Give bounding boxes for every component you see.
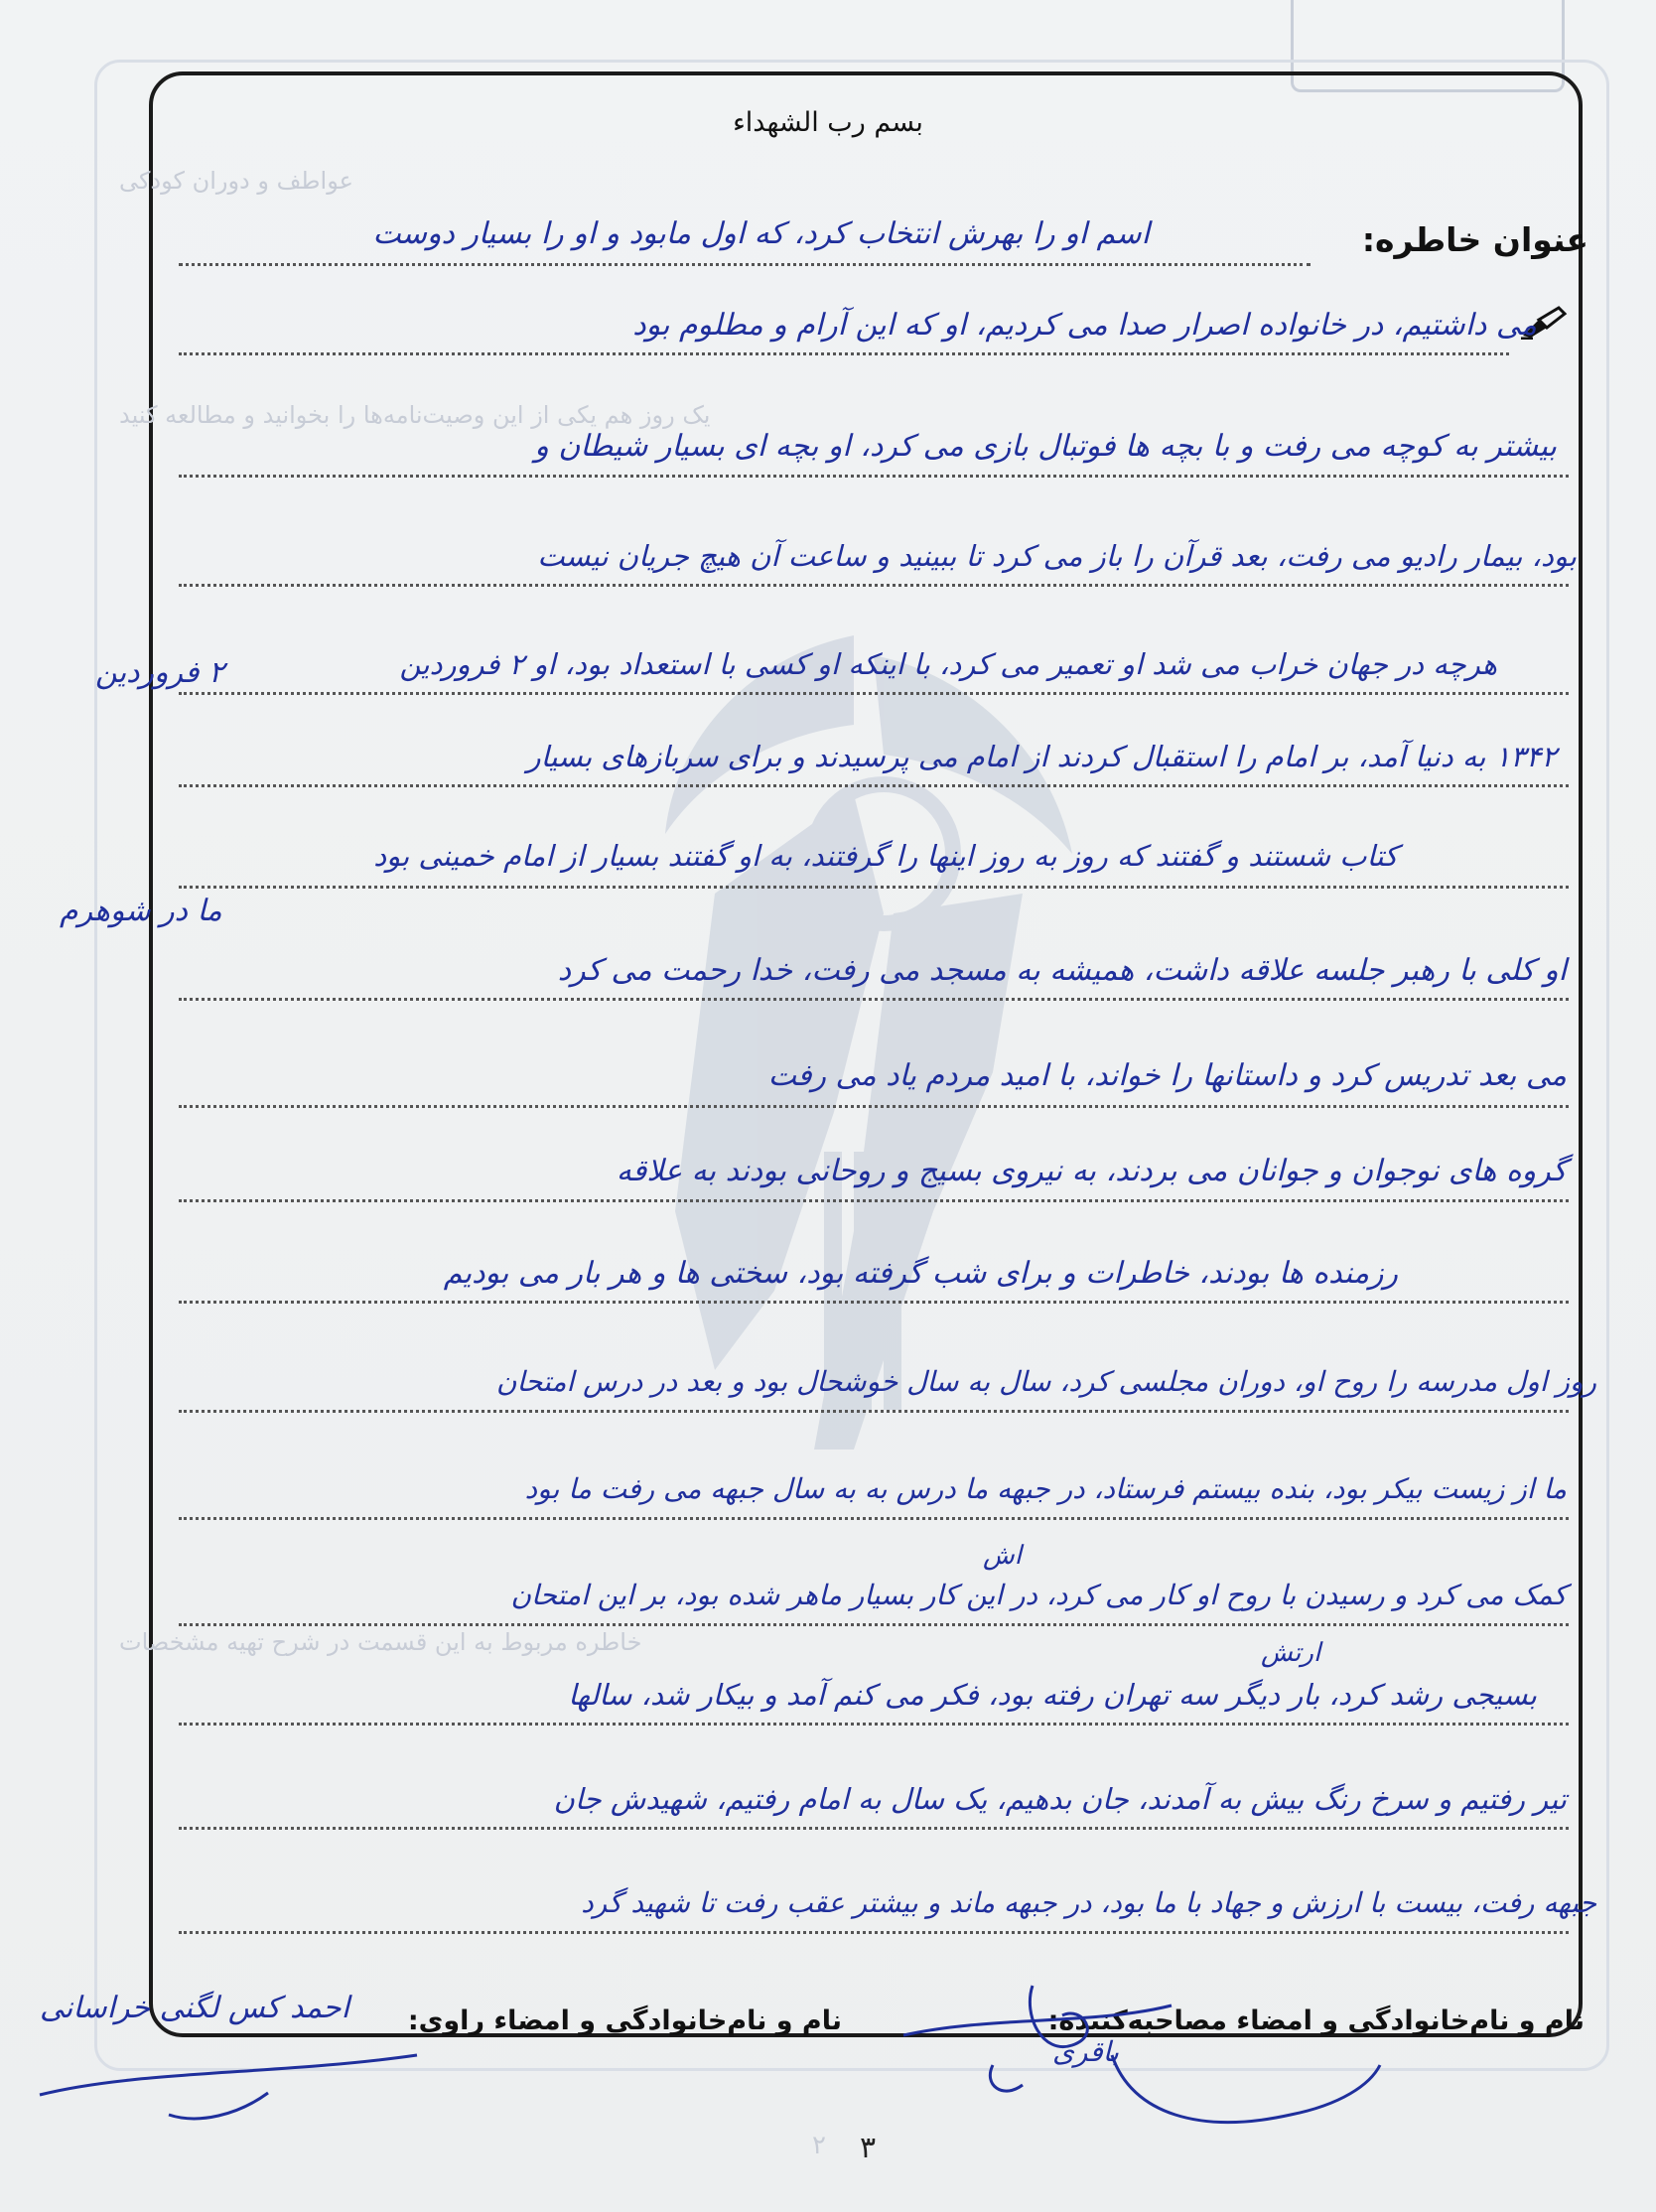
handwritten-line: رزمنده ها بودند، خاطرات و برای شب گرفته بود، سختی ها و هر بار می بودیم bbox=[443, 1256, 1398, 1291]
handwritten-line: ۱۳۴۲ به دنیا آمد، بر امام را استقبال کردند از امام می پرسیدند و برای سربازهای بسیار bbox=[526, 740, 1557, 773]
ruled-line bbox=[179, 1199, 1569, 1202]
handwritten-line: هرچه در جهان خراب می شد او تعمیر می کرد، با اینکه او کسی با استعداد بود، او ۲ فروردین bbox=[399, 647, 1497, 681]
ruled-line bbox=[179, 584, 1569, 587]
narrator-name: احمد کس لگنی خراسانی bbox=[40, 1991, 349, 2025]
handwritten-line: ما از زیست بیکر بود، بنده بیستم فرستاد، در جبهه ما درس به به سال جبهه می رفت ما بود bbox=[524, 1472, 1567, 1505]
ruled-line bbox=[179, 1827, 1569, 1830]
ruled-line bbox=[179, 352, 1509, 355]
show-through-page-number: ۲ bbox=[812, 2131, 826, 2160]
ruled-line bbox=[179, 1301, 1569, 1304]
ruled-line bbox=[179, 886, 1569, 889]
handwritten-line: می بعد تدریس کرد و داستانها را خواند، با امید مردم یاد می رفت bbox=[767, 1058, 1567, 1093]
show-through-text: یک روز هم یکی از این وصیت‌نامه‌ها را بخوانید و مطالعه کنید bbox=[119, 401, 711, 429]
ruled-line bbox=[179, 1623, 1569, 1626]
handwritten-line: او کلی با رهبر جلسه علاقه داشت، همیشه به مسجد می رفت، خدا رحمت می کرد bbox=[557, 953, 1567, 988]
memory-title-label: عنوان خاطره: bbox=[1361, 220, 1588, 259]
handwritten-line: بیشتر به کوچه می رفت و با بچه ها فوتبال بازی می کرد، او بچه ای بسیار شیطان و bbox=[534, 429, 1557, 464]
ruled-line bbox=[179, 263, 1311, 266]
narrator-signature bbox=[20, 1976, 447, 2125]
handwritten-line: بود، بیمار رادیو می رفت، بعد قرآن را باز می کرد تا ببینید و ساعت آن هیچ جریان نیست bbox=[537, 539, 1577, 573]
margin-note: ارتش bbox=[1261, 1638, 1321, 1668]
show-through-text: عواطف و دوران کودکی bbox=[119, 167, 353, 195]
handwritten-line: کتاب شستند و گفتند که روز به روز اینها را گرفتند، به او گفتند بسیار از امام خمینی بود bbox=[373, 839, 1398, 873]
narrator-signature-label: نام و نام‌خانوادگی و امضاء راوی: bbox=[407, 2005, 842, 2036]
margin-note: اش bbox=[983, 1541, 1022, 1571]
interviewer-signature bbox=[874, 1946, 1390, 2144]
handwritten-line: می داشتیم، در خانواده اصرار صدا می کردیم، او که این آرام و مطلوم بود bbox=[632, 308, 1537, 343]
margin-note: ما در شوهرم bbox=[60, 894, 222, 928]
basmala-heading: بسم رب الشهداء bbox=[733, 107, 923, 138]
ruled-line bbox=[179, 1517, 1569, 1520]
show-through-text: خاطره مربوط به این قسمت در شرح تهیه مشخصات bbox=[119, 1628, 642, 1656]
ruled-line bbox=[179, 1931, 1569, 1934]
watermark-emblem bbox=[556, 596, 1172, 1489]
handwritten-line: جبهه رفت، بیست با ارزش و جهاد با ما بود، در جبهه ماند و بیشتر عقب رفت تا شهید گرد bbox=[581, 1886, 1596, 1919]
ruled-line bbox=[179, 1410, 1569, 1413]
handwritten-line: کمک می کرد و رسیدن با روح او کار می کرد، در این کار بسیار ماهر شده بود، بر این امتحان bbox=[510, 1579, 1567, 1611]
ruled-line bbox=[179, 1105, 1569, 1108]
page-number: ۳ bbox=[860, 2131, 877, 2165]
ruled-line bbox=[179, 692, 1569, 695]
margin-note: ۲ فروردین bbox=[95, 655, 225, 690]
interviewer-signature-label: نام و نام‌خانوادگی و امضاء مصاحبه‌کننده: bbox=[1047, 2005, 1585, 2036]
interviewer-signature-name: باقری bbox=[1052, 2035, 1120, 2068]
handwritten-line: روز اول مدرسه را روح او، دوران مجلسی کرد، سال به سال خوشحال بود و بعد در درس امتحان bbox=[495, 1365, 1596, 1398]
handwritten-line: اسم او را بهرش انتخاب کرد، که اول مابود و او را بسیار دوست bbox=[372, 216, 1150, 251]
ruled-line bbox=[179, 998, 1569, 1001]
handwritten-line: تیر رفتیم و سرخ رنگ بیش به آمدند، جان بدهیم، یک سال به امام رفتیم، شهیدش جان bbox=[553, 1782, 1567, 1816]
handwritten-line: گروه های نوجوان و جوانان می بردند، به نیروی بسیج و روحانی بودند به علاقه bbox=[616, 1154, 1567, 1188]
handwritten-line: بسیجی رشد کرد، بار دیگر سه تهران رفته بود، فکر می کنم آمد و بیکار شد، سالها bbox=[568, 1678, 1537, 1712]
ruled-line bbox=[179, 475, 1569, 478]
ruled-line bbox=[179, 784, 1569, 787]
ruled-line bbox=[179, 1723, 1569, 1726]
